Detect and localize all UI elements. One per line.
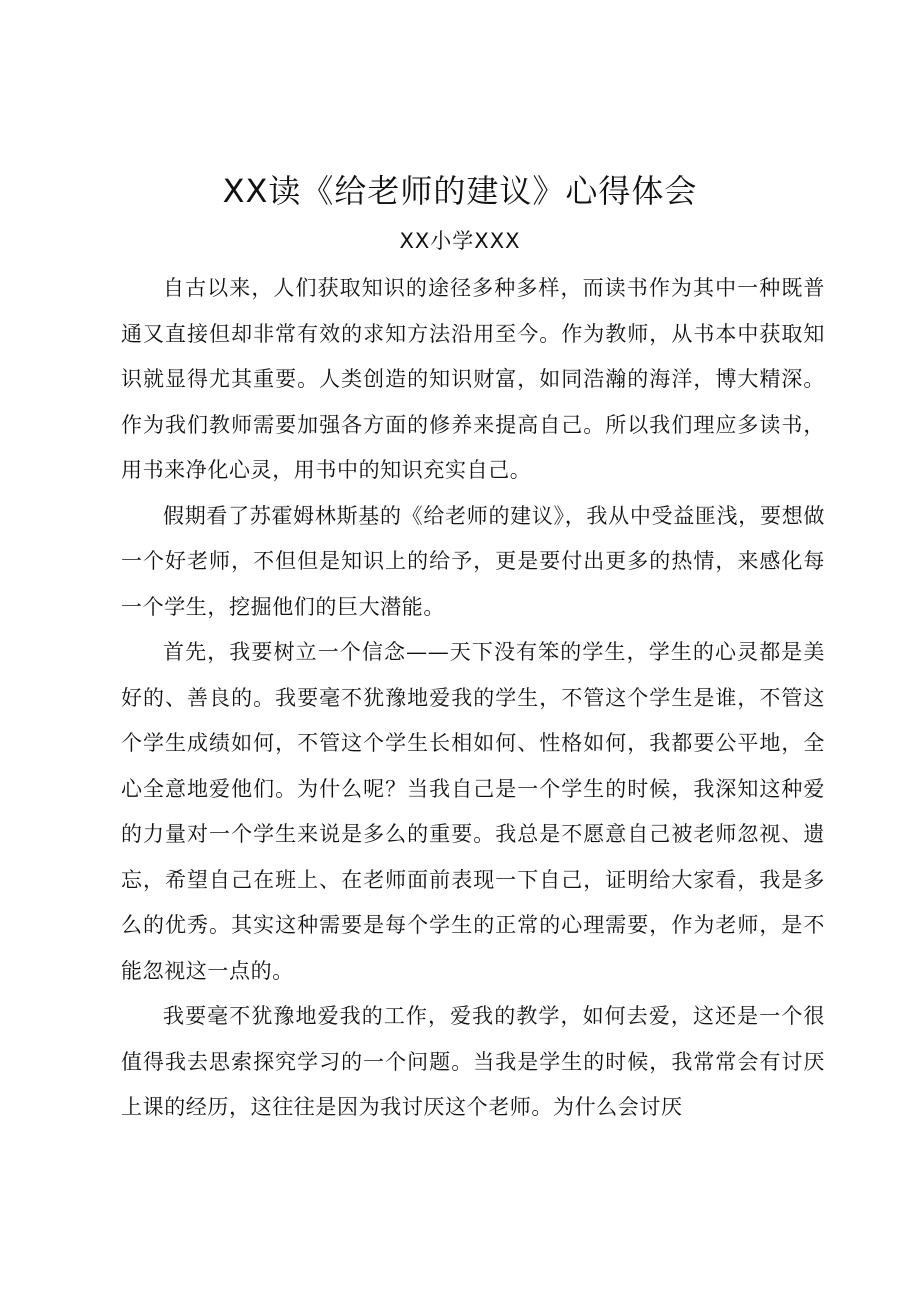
paragraph: 我要毫不犹豫地爱我的工作，爱我的教学，如何去爱，这还是一个很值得我去思索探究学习的一个问题。当我是学生的时候，我常常会有讨厌上课的经历，这往往是因为我讨厌这个老师。为什么会讨厌 bbox=[121, 1004, 825, 1119]
paragraph: 自古以来，人们获取知识的途径多种多样，而读书作为其中一种既普通又直接但却非常有效的求知方法沿用至今。作为教师，从书本中获取知识就显得尤其重要。人类创造的知识财富，如同浩瀚的海洋，博大精深。作为我们教师需要加强各方面的修养来提高自己。所以我们理应多读书，用书来净化心灵，用书中的知识充实自己。 bbox=[121, 276, 825, 482]
document-author: XX小学XXX bbox=[399, 229, 521, 253]
document-title: XX读《给老师的建议》心得体会 bbox=[222, 172, 698, 210]
document-body bbox=[121, 266, 825, 1131]
paragraph: 假期看了苏霍姆林斯基的《给老师的建议》，我从中受益匪浅，要想做一个好老师，不但但是知识上的给予，更是要付出更多的热情，来感化每一个学生，挖掘他们的巨大潜能。 bbox=[121, 503, 825, 619]
paragraph: 首先，我要树立一个信念——天下没有笨的学生，学生的心灵都是美好的、善良的。我要毫不犹豫地爱我的学生，不管这个学生是谁，不管这个学生成绩如何，不管这个学生长相如何、性格如何，我都要公平地，全心全意地爱他们。为什么呢？当我自己是一个学生的时候，我深知这种爱的力量对一个学生来说是多么的重要。我总是不愿意自己被老师忽视、遗忘，希望自己在班上、在老师面前表现一下自己，证明给大家看，我是多么的优秀。其实这种需要是每个学生的正常的心理需要，作为老师，是不能忽视这一点的。 bbox=[121, 640, 825, 983]
